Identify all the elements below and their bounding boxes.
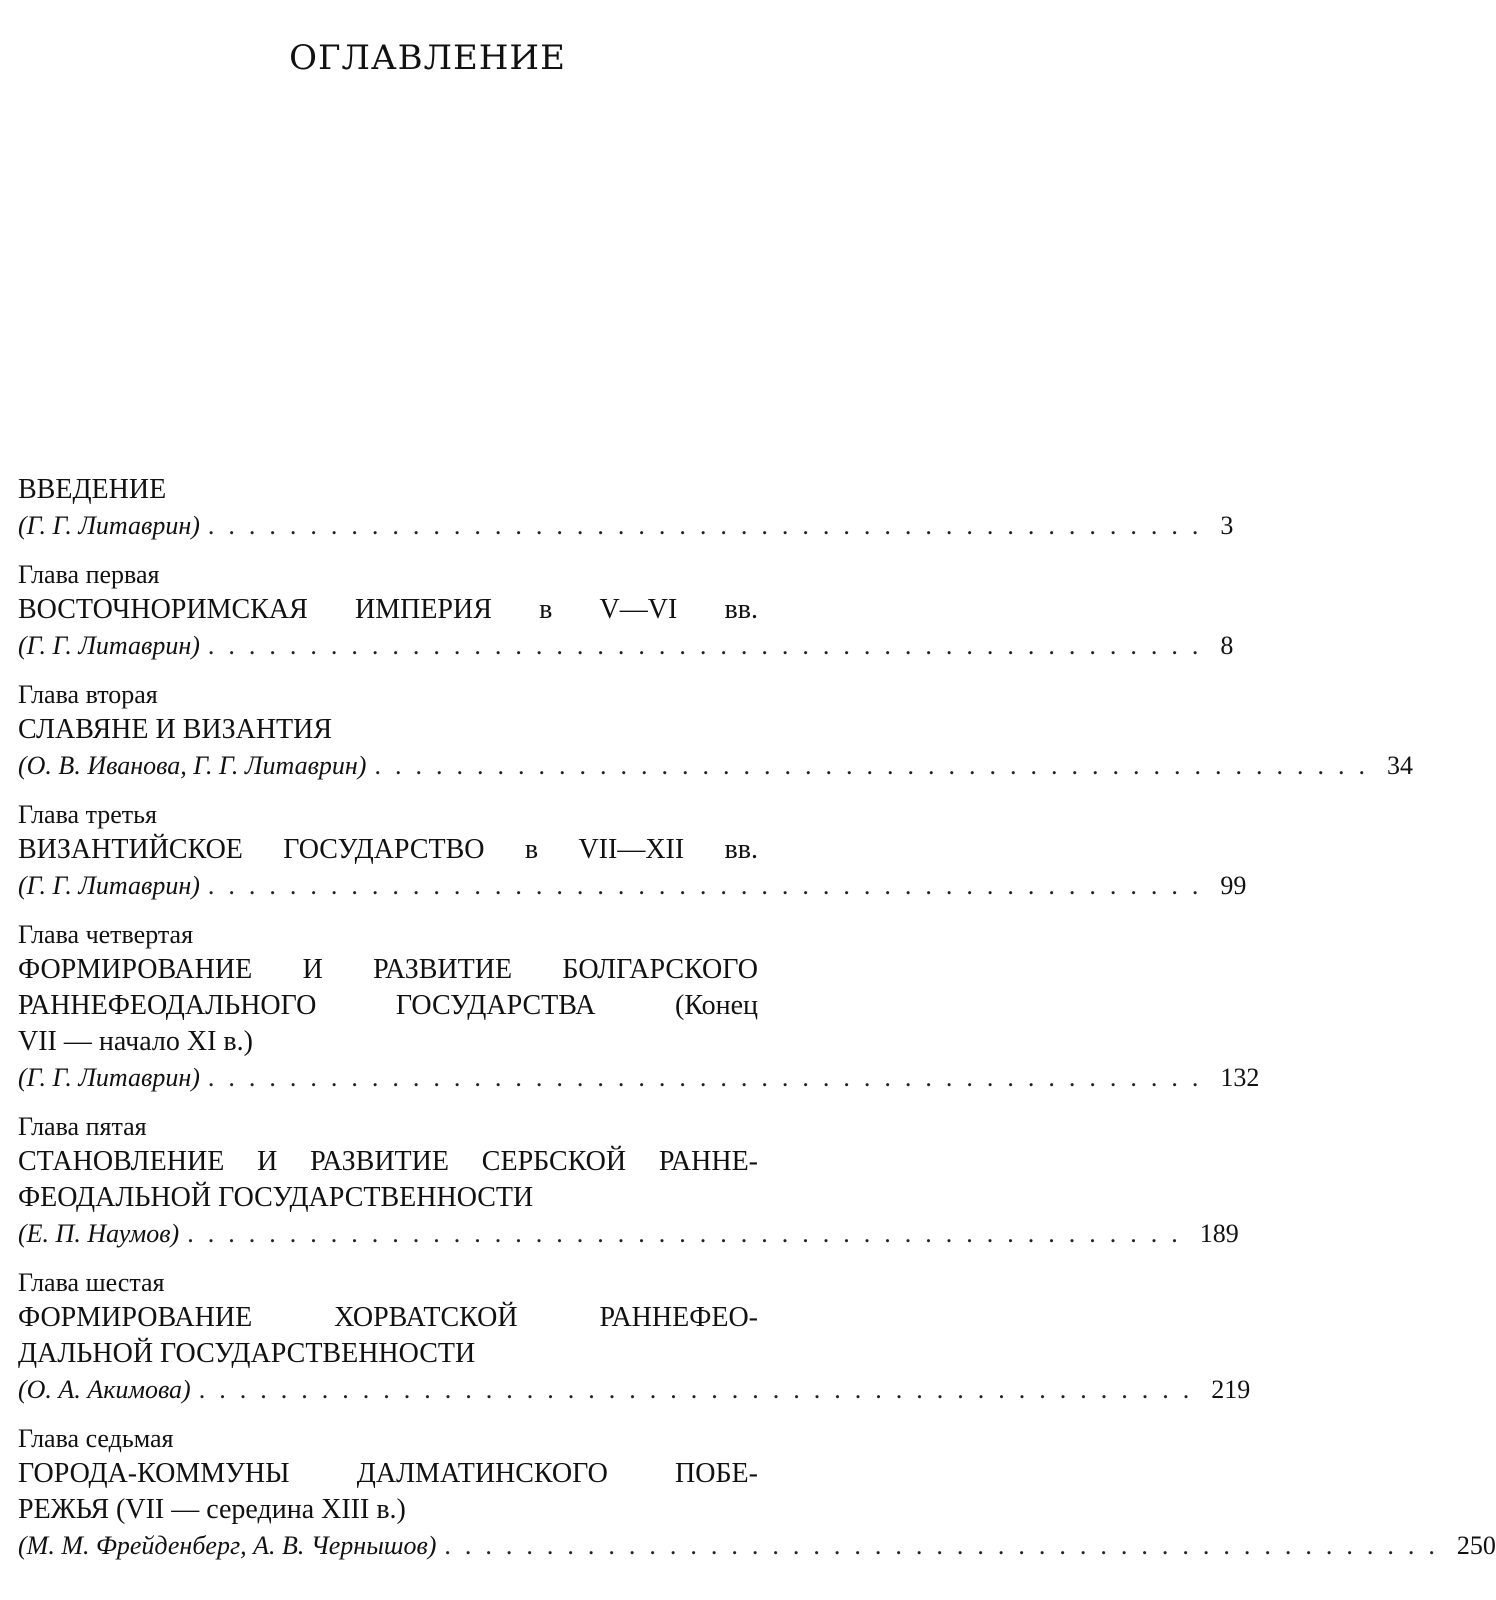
toc-entry-chapter-6[interactable] bbox=[18, 1266, 1251, 1408]
page-number: 8 bbox=[1220, 631, 1234, 660]
page-number: 3 bbox=[1220, 511, 1234, 540]
author-row bbox=[18, 1528, 1496, 1564]
chapter-title-line: РАННЕФЕОДАЛЬНОГО ГОСУДАРСТВА (Конец bbox=[18, 990, 758, 1021]
toc-entry-chapter-3[interactable] bbox=[18, 798, 1247, 904]
chapter-author: (О. В. Иванова, Г. Г. Литаврин) bbox=[18, 751, 367, 780]
chapter-title-line: ФОРМИРОВАНИЕ И РАЗВИТИЕ БОЛГАРСКОГО bbox=[18, 954, 758, 985]
author-row bbox=[18, 1060, 1260, 1096]
page-number: 250 bbox=[1456, 1531, 1496, 1560]
chapter-label: Глава пятая bbox=[18, 1112, 147, 1141]
chapter-title-line: РЕЖЬЯ (VII — середина XIII в.) bbox=[18, 1494, 406, 1525]
chapter-title-line: ВВЕДЕНИЕ bbox=[18, 474, 167, 505]
chapter-title-line: VII — начало XI в.) bbox=[18, 1026, 253, 1057]
page-title: ОГЛАВЛЕНИЕ bbox=[289, 38, 566, 78]
toc-entry-chapter-1[interactable] bbox=[18, 558, 1234, 664]
dot-leader: ................................................. bbox=[207, 871, 1213, 900]
toc-entry-chapter-5[interactable] bbox=[18, 1110, 1239, 1252]
chapter-title-line: ФЕОДАЛЬНОЙ ГОСУДАРСТВЕННОСТИ bbox=[18, 1182, 534, 1213]
author-row bbox=[18, 508, 1234, 544]
toc-entry-chapter-4[interactable] bbox=[18, 918, 1260, 1096]
chapter-label: Глава четвертая bbox=[18, 920, 194, 949]
dot-leader: ................................................. bbox=[207, 1063, 1213, 1092]
dot-leader: ................................................. bbox=[207, 631, 1213, 660]
chapter-author: (Г. Г. Литаврин) bbox=[18, 511, 200, 540]
chapter-title-line: ФОРМИРОВАНИЕ ХОРВАТСКОЙ РАННЕФЕО- bbox=[18, 1302, 758, 1333]
chapter-title-line: СЛАВЯНЕ И ВИЗАНТИЯ bbox=[18, 714, 333, 745]
chapter-author: (Г. Г. Литаврин) bbox=[18, 871, 200, 900]
toc-entry-introduction[interactable] bbox=[18, 472, 1234, 544]
chapter-title-line: ВОСТОЧНОРИМСКАЯ ИМПЕРИЯ в V—VI вв. bbox=[18, 594, 758, 625]
page-number: 132 bbox=[1220, 1063, 1260, 1092]
toc-entry-chapter-7[interactable] bbox=[18, 1422, 1496, 1564]
author-row bbox=[18, 628, 1234, 664]
page-number: 99 bbox=[1220, 871, 1247, 900]
dot-leader: ................................................. bbox=[444, 1531, 1449, 1560]
dot-leader: ................................................. bbox=[187, 1219, 1192, 1248]
dot-leader: ................................................. bbox=[207, 511, 1213, 540]
page-number: 219 bbox=[1211, 1375, 1251, 1404]
chapter-author: (Г. Г. Литаврин) bbox=[18, 631, 200, 660]
chapter-label: Глава шестая bbox=[18, 1268, 165, 1297]
author-row bbox=[18, 1372, 1251, 1408]
chapter-label: Глава вторая bbox=[18, 680, 158, 709]
chapter-title-line: СТАНОВЛЕНИЕ И РАЗВИТИЕ СЕРБСКОЙ РАННЕ- bbox=[18, 1146, 758, 1177]
chapter-title-line: ВИЗАНТИЙСКОЕ ГОСУДАРСТВО в VII—XII вв. bbox=[18, 834, 758, 865]
chapter-label: Глава третья bbox=[18, 800, 157, 829]
chapter-author: (Е. П. Наумов) bbox=[18, 1219, 180, 1248]
page-number: 189 bbox=[1199, 1219, 1239, 1248]
chapter-label: Глава первая bbox=[18, 560, 160, 589]
chapter-label: Глава седьмая bbox=[18, 1424, 174, 1453]
chapter-author: (Г. Г. Литаврин) bbox=[18, 1063, 200, 1092]
chapter-title-line: ДАЛЬНОЙ ГОСУДАРСТВЕННОСТИ bbox=[18, 1338, 476, 1369]
chapter-author: (О. А. Акимова) bbox=[18, 1375, 191, 1404]
page-number: 34 bbox=[1386, 751, 1413, 780]
dot-leader: ................................................. bbox=[198, 1375, 1204, 1404]
table-of-contents bbox=[18, 472, 1496, 1578]
dot-leader: ................................................. bbox=[374, 751, 1379, 780]
author-row bbox=[18, 748, 1413, 784]
author-row bbox=[18, 1216, 1239, 1252]
toc-entry-chapter-2[interactable] bbox=[18, 678, 1413, 784]
author-row bbox=[18, 868, 1247, 904]
chapter-title-line: ГОРОДА-КОММУНЫ ДАЛМАТИНСКОГО ПОБЕ- bbox=[18, 1458, 758, 1489]
chapter-author: (М. М. Фрейденберг, А. В. Чернышов) bbox=[18, 1531, 437, 1560]
